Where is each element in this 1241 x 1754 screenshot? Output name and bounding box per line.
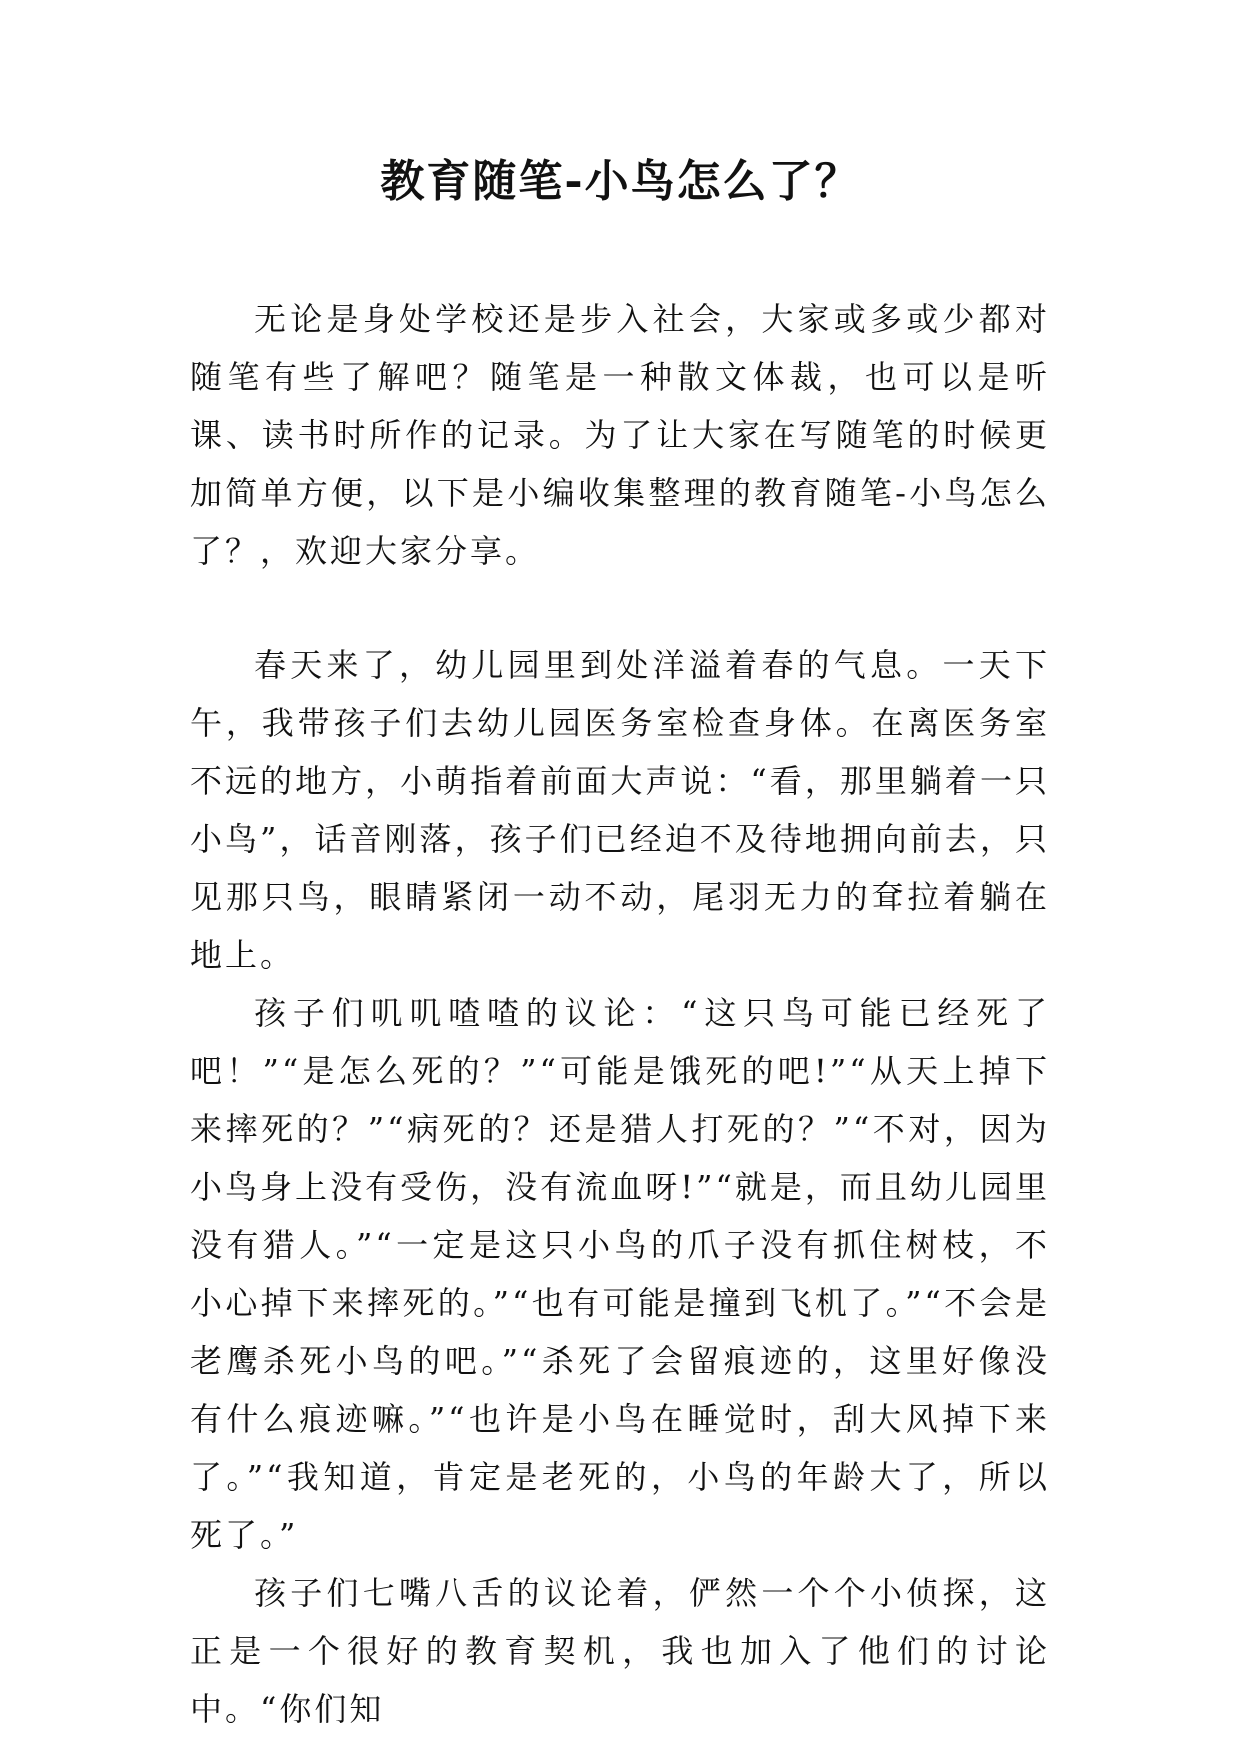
story-paragraph-1: 春天来了，幼儿园里到处洋溢着春的气息。一天下午，我带孩子们去幼儿园医务室检查身体。在离医务室不远的地方，小萌指着前面大声说：“看，那里躺着一只小鸟”，话音刚落，孩子们已经迫不及待地拥向前去，只见那只鸟，眼睛紧闭一动不动，尾羽无力的耷拉着躺在地上。 [190,646,1050,974]
intro-paragraph: 无论是身处学校还是步入社会，大家或多或少都对随笔有些了解吧？随笔是一种散文体裁，也可以是听课、读书时所作的记录。为了让大家在写随笔的时候更加简单方便，以下是小编收集整理的教育随笔-小鸟怎么了？，欢迎大家分享。 [190,300,1050,570]
story-section [190,636,1050,1738]
story-paragraph-3: 孩子们七嘴八舌的议论着，俨然一个个小侦探，这正是一个很好的教育契机，我也加入了他们的讨论中。“你们知 [190,1574,1050,1728]
intro-section [190,290,1050,580]
story-paragraph-2: 孩子们叽叽喳喳的议论：“这只鸟可能已经死了吧！”“是怎么死的？”“可能是饿死的吧!”“从天上掉下来摔死的？”“病死的？还是猎人打死的？”“不对，因为小鸟身上没有受伤，没有流血呀!”“就是，而且幼儿园里没有猎人。”“一定是这只小鸟的爪子没有抓住树枝，不小心掉下来摔死的。”“也有可能是撞到飞机了。”“不会是老鹰杀死小鸟的吧。”“杀死了会留痕迹的，这里好像没有什么痕迹嘛。”“也许是小鸟在睡觉时，刮大风掉下来了。”“我知道，肯定是老死的，小鸟的年龄大了，所以死了。” [190,994,1050,1554]
document-title: 教育随笔-小鸟怎么了？ [380,156,861,207]
